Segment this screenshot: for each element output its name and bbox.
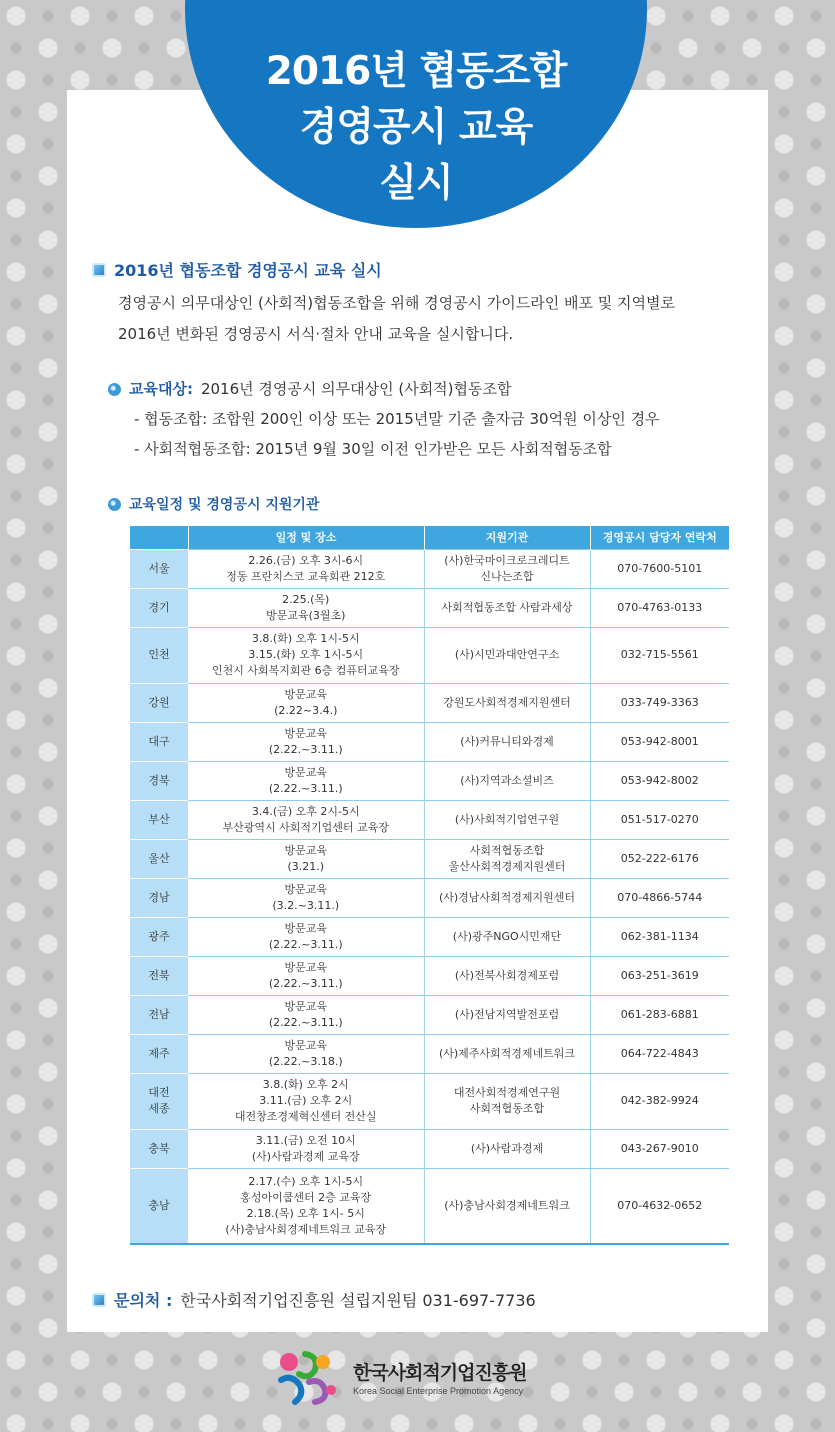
schedule-cell-line: 부산광역시 사회적기업센터 교육장 — [222, 820, 389, 834]
phone-cell: 053-942-8001 — [590, 722, 729, 761]
region-cell — [130, 683, 188, 722]
schedule-cell-line: (사)충남사회경제네트워크 교육장 — [225, 1222, 387, 1236]
region-cell-line: 세종 — [148, 1102, 170, 1115]
org-cell-line: (사)커뮤니티와경제 — [460, 734, 554, 748]
phone-cell: 070-4763-0133 — [590, 588, 729, 627]
table-row — [130, 722, 729, 761]
org-cell — [424, 956, 590, 995]
org-cell-line: (사)한국마이크로크레디트 — [444, 553, 570, 567]
schedule-cell-line: 2.18.(목) 오후 1시- 5시 — [246, 1206, 365, 1220]
region-cell — [130, 995, 188, 1034]
schedule-cell-line: 방문교육 — [284, 726, 327, 740]
agency-logo-mark-icon — [275, 1348, 341, 1410]
schedule-cell-line: (2.22.~3.11.) — [268, 742, 343, 756]
target-sub-2: - 사회적협동조합: 2015년 9월 30일 이전 인가받은 모든 사회적협동조합 — [134, 440, 612, 458]
schedule-cell-line: 대전창조경제혁신센터 전산실 — [234, 1110, 377, 1123]
table-row — [130, 588, 729, 627]
phone-cell: 064-722-4843 — [590, 1034, 729, 1073]
section-heading-text: 2016년 협동조합 경영공시 교육 실시 — [114, 261, 382, 280]
org-cell — [424, 722, 590, 761]
schedule-cell-line: 3.8.(화) 오후 2시 — [262, 1078, 349, 1091]
schedule-cell-line: 2.25.(목) — [282, 592, 330, 606]
agency-name-en: Korea Social Enterprise Promotion Agency — [353, 1386, 524, 1396]
title-line-3: 실시 — [379, 161, 453, 206]
section-heading — [92, 258, 382, 281]
org-cell — [424, 549, 590, 588]
schedule-cell-line: 3.11.(금) 오전 10시 — [255, 1133, 356, 1147]
schedule-cell-line: (2.22~3.4.) — [274, 703, 338, 717]
region-cell-line: 경남 — [148, 890, 170, 904]
phone-cell: 042-382-9924 — [590, 1073, 729, 1129]
schedule-cell-line: 인천시 사회복지회관 6층 컴퓨터교육장 — [211, 664, 400, 677]
table-row — [130, 1129, 729, 1168]
square-bullet-icon — [92, 263, 106, 277]
phone-cell: 061-283-6881 — [590, 995, 729, 1034]
contact-label: 문의처 : — [114, 1291, 173, 1310]
table-row — [130, 627, 729, 683]
schedule-cell — [188, 878, 424, 917]
org-cell-line: 대전사회적경제연구원 — [453, 1086, 561, 1099]
org-cell — [424, 800, 590, 839]
region-cell-line: 울산 — [148, 851, 170, 865]
region-cell — [130, 1168, 188, 1244]
intro-line-2: 2016년 변화된 경영공시 서식·절차 안내 교육을 실시합니다. — [118, 325, 514, 343]
region-cell-line: 서울 — [148, 561, 170, 575]
schedule-cell-line: 3.11.(금) 오후 2시 — [259, 1094, 353, 1107]
org-cell-line: (사)시민과대안연구소 — [454, 648, 560, 661]
schedule-cell — [188, 683, 424, 722]
table-row — [130, 549, 729, 588]
schedule-cell — [188, 1129, 424, 1168]
circle-bullet-icon — [108, 498, 121, 511]
schedule-cell — [188, 917, 424, 956]
region-cell-line: 대구 — [148, 734, 170, 748]
target-label: 교육대상: — [129, 380, 193, 398]
org-cell — [424, 761, 590, 800]
table-row — [130, 1034, 729, 1073]
org-cell-line: (사)충남사회경제네트워크 — [444, 1198, 570, 1212]
schedule-cell — [188, 627, 424, 683]
schedule-cell-line: 2.26.(금) 오후 3시-6시 — [248, 553, 364, 567]
region-cell — [130, 800, 188, 839]
org-cell — [424, 878, 590, 917]
table-row — [130, 800, 729, 839]
contact-line — [92, 1288, 536, 1311]
org-cell — [424, 627, 590, 683]
region-cell — [130, 588, 188, 627]
org-cell-line: (사)사회적기업연구원 — [454, 812, 560, 826]
phone-cell: 053-942-8002 — [590, 761, 729, 800]
schedule-cell-line: (3.21.) — [287, 859, 325, 873]
region-cell — [130, 722, 188, 761]
schedule-cell-line: 방문교육 — [284, 921, 327, 935]
schedule-cell-line: (3.2.~3.11.) — [272, 898, 340, 912]
target-text: 2016년 경영공시 의무대상인 (사회적)협동조합 — [200, 380, 512, 398]
region-cell-line: 부산 — [148, 812, 170, 826]
schedule-cell — [188, 1073, 424, 1129]
agency-name-kr: 한국사회적기업진흥원 — [353, 1362, 527, 1384]
schedule-cell-line: 홍성아이쿱센터 2층 교육장 — [240, 1190, 372, 1204]
title-line-1: 2016년 협동조합 — [265, 49, 567, 94]
page-title — [185, 44, 647, 212]
org-cell — [424, 839, 590, 878]
schedule-cell-line: 2.17.(수) 오후 1시-5시 — [248, 1174, 364, 1188]
region-cell-line: 강원 — [148, 695, 170, 709]
schedule-cell-line: 정동 프란치스코 교육회관 212호 — [226, 569, 386, 583]
schedule-cell-line: 방문교육 — [284, 960, 327, 974]
schedule-cell-line: (2.22.~3.18.) — [268, 1054, 343, 1068]
org-cell-line: 사회적협동조합 — [469, 1102, 545, 1115]
region-cell-line: 충남 — [148, 1198, 170, 1212]
schedule-cell — [188, 995, 424, 1034]
schedule-cell — [188, 761, 424, 800]
region-cell — [130, 878, 188, 917]
schedule-cell — [188, 588, 424, 627]
org-cell — [424, 1168, 590, 1244]
region-cell — [130, 1129, 188, 1168]
schedule-cell-line: 방문교육 — [284, 882, 327, 896]
region-cell-line: 경기 — [148, 600, 170, 614]
table-row — [130, 761, 729, 800]
intro-paragraph — [118, 288, 758, 350]
region-cell-line: 충북 — [148, 1141, 170, 1155]
phone-cell: 032-715-5561 — [590, 627, 729, 683]
region-cell — [130, 627, 188, 683]
schedule-cell — [188, 549, 424, 588]
schedule-cell — [188, 722, 424, 761]
org-cell-line: 강원도사회적경제지원센터 — [443, 695, 571, 709]
schedule-cell — [188, 1034, 424, 1073]
schedule-cell-line: 방문교육 — [284, 1038, 327, 1052]
org-cell — [424, 995, 590, 1034]
region-cell-line: 광주 — [148, 929, 170, 943]
square-bullet-icon — [92, 1293, 106, 1307]
table-row — [130, 917, 729, 956]
schedule-cell — [188, 839, 424, 878]
table-row — [130, 1073, 729, 1129]
org-cell — [424, 588, 590, 627]
schedule-cell-line: (2.22.~3.11.) — [268, 1015, 343, 1029]
schedule-cell-line: (2.22.~3.11.) — [268, 781, 343, 795]
schedule-cell-line: 방문교육 — [284, 843, 327, 857]
org-cell-line: (사)지역과소셜비즈 — [460, 773, 554, 787]
phone-cell: 070-4632-0652 — [590, 1168, 729, 1244]
region-cell-line: 경북 — [148, 773, 170, 787]
phone-cell: 033-749-3363 — [590, 683, 729, 722]
region-cell — [130, 956, 188, 995]
circle-bullet-icon — [108, 383, 121, 396]
org-cell-line: (사)사람과경제 — [470, 1141, 544, 1155]
table-row — [130, 1168, 729, 1244]
schedule-cell-line: 3.8.(화) 오후 1시-5시 — [251, 632, 360, 645]
org-cell-line: (사)전북사회경제포럼 — [454, 968, 560, 982]
org-cell — [424, 1034, 590, 1073]
table-row — [130, 956, 729, 995]
schedule-cell-line: 방문교육 — [284, 765, 327, 779]
region-cell — [130, 1073, 188, 1129]
org-cell — [424, 1073, 590, 1129]
header-org: 지원기관 — [424, 526, 590, 549]
region-cell — [130, 761, 188, 800]
phone-cell: 063-251-3619 — [590, 956, 729, 995]
org-cell — [424, 1129, 590, 1168]
region-cell-line: 제주 — [148, 1046, 170, 1060]
region-cell-line: 전북 — [148, 968, 170, 982]
region-cell-line: 대전 — [148, 1086, 170, 1099]
schedule-cell-line: 방문교육 — [284, 687, 327, 701]
phone-cell: 070-4866-5744 — [590, 878, 729, 917]
header-schedule: 일정 및 장소 — [188, 526, 424, 549]
target-block — [108, 374, 660, 464]
phone-cell: 051-517-0270 — [590, 800, 729, 839]
phone-cell: 062-381-1134 — [590, 917, 729, 956]
phone-cell: 052-222-6176 — [590, 839, 729, 878]
schedule-cell-line: 3.4.(금) 오후 2시-5시 — [251, 804, 360, 818]
schedule-cell-line: (2.22.~3.11.) — [268, 937, 343, 951]
schedule-table — [130, 526, 729, 1245]
agency-logo — [275, 1348, 565, 1410]
region-cell — [130, 839, 188, 878]
org-cell-line: (사)광주NGO시민재단 — [452, 929, 562, 943]
schedule-cell-line: 방문교육(3월초) — [266, 608, 346, 622]
schedule-cell-line: (사)사람과경제 교육장 — [251, 1149, 360, 1163]
org-cell-line: 사회적협동조합 사람과세상 — [441, 600, 573, 614]
schedule-cell-line: 방문교육 — [284, 999, 327, 1013]
intro-line-1: 경영공시 의무대상인 (사회적)협동조합을 위해 경영공시 가이드라인 배포 및 지역별로 — [118, 294, 676, 312]
phone-cell: 070-7600-5101 — [590, 549, 729, 588]
region-cell-line: 전남 — [148, 1007, 170, 1021]
schedule-cell — [188, 1168, 424, 1244]
table-row — [130, 995, 729, 1034]
org-cell-line: (사)전남지역발전포럼 — [454, 1007, 560, 1021]
schedule-cell-line: 3.15.(화) 오후 1시-5시 — [248, 648, 364, 661]
org-cell-line: (사)경남사회적경제지원센터 — [438, 890, 576, 904]
contact-text: 한국사회적기업진흥원 설립지원팀 031-697-7736 — [180, 1291, 536, 1310]
header-phone: 경영공시 담당자 연락처 — [590, 526, 729, 549]
schedule-heading — [108, 494, 319, 514]
org-cell — [424, 683, 590, 722]
org-cell-line: 울산사회적경제지원센터 — [448, 859, 566, 873]
table-row — [130, 683, 729, 722]
org-cell — [424, 917, 590, 956]
target-sub-1: - 협동조합: 조합원 200인 이상 또는 2015년말 기준 출자금 30억원 이상인 경우 — [134, 410, 660, 428]
region-cell-line: 인천 — [148, 648, 170, 661]
region-cell — [130, 1034, 188, 1073]
region-cell — [130, 549, 188, 588]
schedule-cell — [188, 800, 424, 839]
org-cell-line: (사)제주사회적경제네트워크 — [438, 1046, 576, 1060]
schedule-cell — [188, 956, 424, 995]
header-region — [130, 526, 188, 549]
schedule-heading-text: 교육일정 및 경영공시 지원기관 — [129, 497, 320, 513]
table-row — [130, 878, 729, 917]
region-cell — [130, 917, 188, 956]
table-row — [130, 839, 729, 878]
title-line-2: 경영공시 교육 — [299, 105, 533, 150]
schedule-cell-line: (2.22.~3.11.) — [268, 976, 343, 990]
table-header-row — [130, 526, 729, 549]
org-cell-line: 사회적협동조합 — [469, 843, 545, 857]
phone-cell: 043-267-9010 — [590, 1129, 729, 1168]
org-cell-line: 신나는조합 — [480, 569, 534, 583]
